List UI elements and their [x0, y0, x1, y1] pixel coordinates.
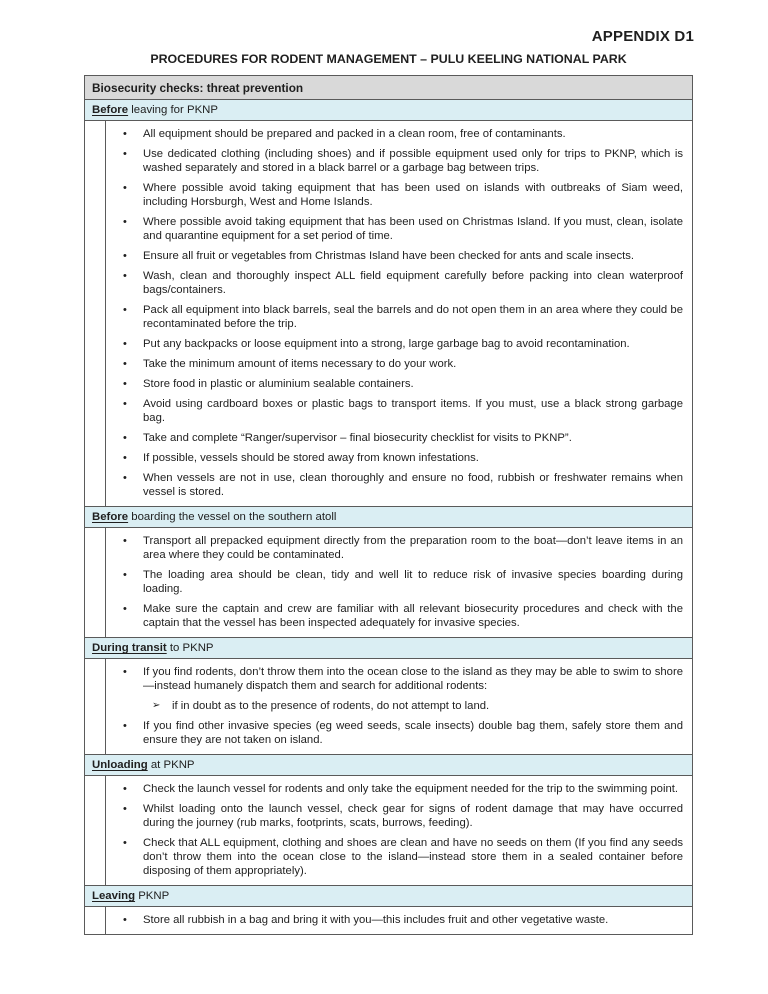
bullet-text: Ensure all fruit or vegetables from Christmas Island have been checked for ants and scale insects.: [143, 250, 635, 262]
bullet-icon: •: [123, 182, 127, 194]
section-header: [85, 886, 692, 907]
bullet-text: If you find rodents, don’t throw them into the ocean close to the island as they may be able to swim to shore—instead humanely dispatch them and search for additional rodents:: [143, 666, 683, 692]
bullet-item: [123, 568, 683, 596]
bullet-item: [123, 802, 683, 830]
procedure-section: [85, 886, 692, 934]
bullet-item: [123, 913, 683, 927]
bullet-text: Store food in plastic or aluminium sealable containers.: [143, 378, 414, 390]
procedures-table: [84, 75, 693, 935]
gutter-cell: [85, 528, 106, 637]
bullet-item: [123, 665, 683, 693]
bullet-text: Take and complete “Ranger/supervisor – final biosecurity checklist for visits to PKNP”.: [143, 432, 572, 444]
bullet-text: Make sure the captain and crew are familiar with all relevant biosecurity procedures and check with the captain that the vessel has been inspected adequately for invasive species.: [143, 603, 683, 629]
section-body: [85, 907, 692, 934]
bullet-icon: •: [123, 535, 127, 547]
bullet-icon: •: [123, 148, 127, 160]
section-body: [85, 528, 692, 638]
section-header-rest: at PKNP: [147, 759, 195, 771]
sections-container: [85, 100, 692, 934]
bullet-item: [123, 377, 683, 391]
procedure-section: [85, 507, 692, 638]
section-phase-label: During transit: [92, 642, 167, 654]
bullet-icon: •: [123, 304, 127, 316]
section-header-rest: boarding the vessel on the southern atoll: [128, 511, 337, 523]
bullet-item: [123, 357, 683, 371]
bullet-list: [106, 121, 692, 506]
bullet-icon: •: [123, 472, 127, 484]
section-body: [85, 776, 692, 886]
bullet-item: [123, 602, 683, 630]
bullet-item: [123, 127, 683, 141]
gutter-cell: [85, 776, 106, 885]
bullet-icon: •: [123, 783, 127, 795]
bullet-icon: •: [123, 569, 127, 581]
bullet-text: Check the launch vessel for rodents and only take the equipment needed for the trip to the swimming point.: [143, 783, 679, 795]
bullet-icon: •: [123, 914, 127, 926]
bullet-text: Take the minimum amount of items necessary to do your work.: [143, 358, 457, 370]
bullet-item: [123, 147, 683, 175]
section-phase-label: Before: [92, 104, 129, 116]
bullet-icon: •: [123, 250, 127, 262]
bullet-icon: •: [123, 452, 127, 464]
gutter-cell: [85, 659, 106, 754]
bullet-item: [123, 719, 683, 747]
appendix-label: APPENDIX D1: [591, 28, 694, 45]
bullet-text: When vessels are not in use, clean thoroughly and ensure no food, rubbish or freshwater remains when vessel is stored.: [143, 472, 683, 498]
bullet-item: [123, 782, 683, 796]
bullet-item: [123, 337, 683, 351]
bullet-text: Whilst loading onto the launch vessel, check gear for signs of rodent damage that may have occurred during the journey (rub marks, footprints, scats, burrows, feeding).: [143, 803, 683, 829]
gutter-cell: [85, 907, 106, 934]
bullet-icon: •: [123, 398, 127, 410]
section-header: [85, 638, 692, 659]
document-title: PROCEDURES FOR RODENT MANAGEMENT – PULU KEELING NATIONAL PARK: [150, 52, 627, 66]
arrow-bullet-icon: ➢: [152, 700, 161, 711]
bullet-icon: •: [123, 270, 127, 282]
procedure-section: [85, 100, 692, 507]
bullet-icon: •: [123, 803, 127, 815]
bullet-text: All equipment should be prepared and packed in a clean room, free of contaminants.: [143, 128, 566, 140]
bullet-text: Where possible avoid taking equipment that has been used on islands with outbreaks of Siam weed, including Horsburgh, West and Home Islands.: [143, 182, 683, 208]
section-header: [85, 100, 692, 121]
section-phase-label: Leaving: [92, 890, 136, 902]
sub-bullet-item: [152, 699, 683, 713]
bullet-text: Check that ALL equipment, clothing and shoes are clean and have no seeds on them (If you find any seeds don’t throw them into the ocean close to the island—instead store them in a sealed container before disposing of them appropriately).: [143, 837, 683, 877]
section-phase-label: Unloading: [92, 759, 148, 771]
bullet-text: Where possible avoid taking equipment that has been used on Christmas Island. If you must, clean, isolate and quarantine equipment for a set period of time.: [143, 216, 683, 242]
bullet-list: [106, 528, 692, 637]
gutter-cell: [85, 121, 106, 506]
procedure-section: [85, 638, 692, 755]
bullet-item: [123, 249, 683, 263]
bullet-text: The loading area should be clean, tidy and well lit to reduce risk of invasive species boarding during loading.: [143, 569, 683, 595]
bullet-icon: •: [123, 128, 127, 140]
bullet-list: [106, 776, 692, 885]
bullet-icon: •: [123, 216, 127, 228]
bullet-list: [106, 907, 692, 934]
section-header: [85, 755, 692, 776]
bullet-text: Put any backpacks or loose equipment into a strong, large garbage bag to avoid recontamination.: [143, 338, 630, 350]
bullet-item: [123, 215, 683, 243]
bullet-text: If you find other invasive species (eg weed seeds, scale insects) double bag them, safely store them and ensure they are not taken on island.: [143, 720, 683, 746]
bullet-text: Avoid using cardboard boxes or plastic bags to transport items. If you must, use a black strong garbage bag.: [143, 398, 683, 424]
bullet-text: Wash, clean and thoroughly inspect ALL field equipment carefully before packing into clean waterproof bags/containers.: [143, 270, 683, 296]
bullet-text: If possible, vessels should be stored away from known infestations.: [143, 452, 479, 464]
bullet-icon: •: [123, 338, 127, 350]
table-header: Biosecurity checks: threat prevention: [85, 76, 692, 100]
bullet-text: Use dedicated clothing (including shoes) and if possible equipment used only for trips to PKNP, which is washed separately and stored in a black barrel or a garbage bag between trips.: [143, 148, 683, 174]
bullet-item: [123, 303, 683, 331]
section-header-rest: leaving for PKNP: [128, 104, 218, 116]
bullet-icon: •: [123, 666, 127, 678]
bullet-icon: •: [123, 837, 127, 849]
bullet-icon: •: [123, 432, 127, 444]
section-phase-label: Before: [92, 511, 129, 523]
bullet-icon: •: [123, 358, 127, 370]
bullet-list: [106, 659, 692, 754]
bullet-text: Transport all prepacked equipment directly from the preparation room to the boat—don’t leave items in an area where they could be contaminated.: [143, 535, 683, 561]
bullet-item: [123, 534, 683, 562]
bullet-item: [123, 471, 683, 499]
bullet-text: Pack all equipment into black barrels, seal the barrels and do not open them in an area where they could be recontaminated before the trip.: [143, 304, 683, 330]
bullet-item: [123, 836, 683, 878]
bullet-icon: •: [123, 603, 127, 615]
bullet-text: Store all rubbish in a bag and bring it with you—this includes fruit and other vegetative waste.: [143, 914, 609, 926]
bullet-item: [123, 397, 683, 425]
section-body: [85, 659, 692, 755]
bullet-item: [123, 431, 683, 445]
procedure-section: [85, 755, 692, 886]
bullet-icon: •: [123, 378, 127, 390]
section-header-rest: PKNP: [135, 890, 170, 902]
section-header-rest: to PKNP: [166, 642, 214, 654]
bullet-item: [123, 269, 683, 297]
bullet-item: [123, 451, 683, 465]
sub-bullet-text: if in doubt as to the presence of rodents, do not attempt to land.: [172, 700, 490, 712]
bullet-icon: •: [123, 720, 127, 732]
bullet-item: [123, 181, 683, 209]
section-body: [85, 121, 692, 507]
section-header: [85, 507, 692, 528]
